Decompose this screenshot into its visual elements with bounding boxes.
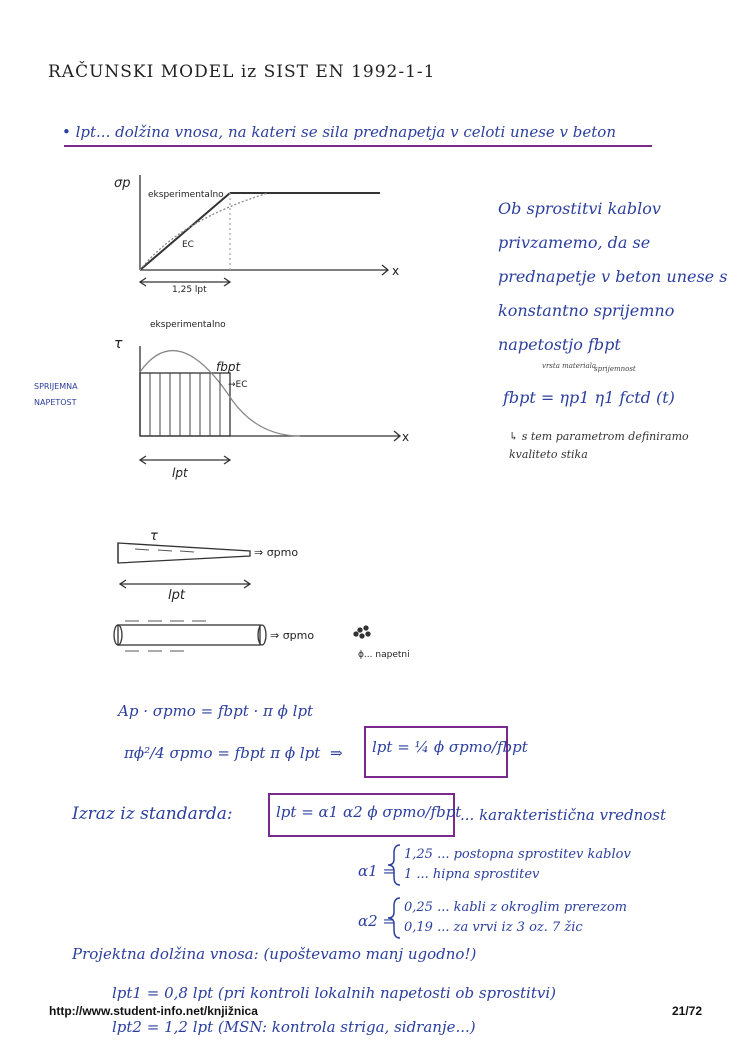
d3-tau: τ xyxy=(150,529,158,544)
design-length-heading: Projektna dolžina vnosa: (upoštevamo manj ugodno!) xyxy=(72,945,477,963)
d1-dim-label: 1,25 lpt xyxy=(172,285,207,295)
bond-formula: fbpt = ηp1 η1 fctd (t) xyxy=(503,388,675,407)
d3-sigma: ⇒ σpmo xyxy=(254,546,299,559)
d3-dim-label: lpt xyxy=(168,588,185,603)
characteristic-note: ... karakteristična vrednost xyxy=(460,806,667,824)
d2-label-exp: eksperimentalno xyxy=(150,320,226,330)
parameter-note: ↳ s tem parametrom definiramo kvaliteto stika xyxy=(509,430,689,461)
result-formula: lpt = ¼ ϕ σpmo/fbpt xyxy=(372,738,528,756)
equation-2: πϕ²/4 σpmo = fbpt π ϕ lpt xyxy=(124,744,321,762)
formula-sub1: vrsta materiala xyxy=(542,362,597,370)
implies-arrow: ⇒ xyxy=(330,744,343,762)
page-title: RAČUNSKI MODEL iz SIST EN 1992-1-1 xyxy=(48,62,436,82)
diagram4 xyxy=(114,621,370,651)
side-label: SPRIJEMNA NAPETOST xyxy=(34,382,78,407)
d1-ylabel: σp xyxy=(114,176,131,191)
formula-sub2: sprijemnost xyxy=(594,365,636,373)
alpha1-option: 1,25 ... postopna sprostitev kablov xyxy=(404,847,631,862)
lpt1-line: lpt1 = 0,8 lpt (pri kontroli lokalnih napetosti ob sprostitvi) xyxy=(112,984,557,1002)
d4-phi-label: ϕ... napetni xyxy=(358,650,410,660)
diagram2 xyxy=(140,346,400,464)
alpha2-option: 0,19 ... za vrvi iz 3 oz. 7 žic xyxy=(404,920,583,935)
d4-cylinder xyxy=(118,625,260,645)
d1-xlabel: x xyxy=(392,264,400,278)
alpha2-option: 0,25 ... kabli z okroglim prerezom xyxy=(404,900,627,915)
d2-label-ec: →EC xyxy=(228,380,248,390)
standard-formula: lpt = α1 α2 ϕ σpmo/fbpt xyxy=(276,803,462,821)
d2-label-fbpt: fbpt xyxy=(216,360,241,374)
d2-dim-label: lpt xyxy=(172,466,188,480)
alpha1-symbol: α1 = xyxy=(358,862,396,880)
d3-strand xyxy=(118,543,250,563)
d2-ylabel: τ xyxy=(114,336,123,352)
d4-sigma: ⇒ σpmo xyxy=(270,629,315,642)
alpha1-option: 1 ... hipna sprostitev xyxy=(404,867,540,882)
d2-xlabel: x xyxy=(402,430,410,444)
d1-label-exp: eksperimentalno xyxy=(148,190,224,200)
d2-hatch xyxy=(150,373,220,436)
page-number: 21/72 xyxy=(672,1004,703,1018)
alpha1-options xyxy=(404,845,631,885)
footer-url-link[interactable]: http://www.student-info.net/knjižnica xyxy=(49,1004,258,1018)
lpt2-line: lpt2 = 1,2 lpt (MSN: kontrola striga, sidranje...) xyxy=(112,1018,476,1036)
alpha2-options xyxy=(404,898,627,938)
alpha2-symbol: α2 = xyxy=(358,912,396,930)
d1-ec-line xyxy=(140,193,230,270)
d1-label-ec: EC xyxy=(182,240,194,250)
diagram3 xyxy=(118,543,250,588)
bullet-definition: • lpt... dolžina vnosa, na kateri se sila prednapetja v celoti unese v beton xyxy=(62,123,616,141)
equation-1: Ap · σpmo = fbpt · π ϕ lpt xyxy=(118,702,314,720)
d1-exp-curve xyxy=(140,193,268,270)
d2-block xyxy=(140,373,230,436)
right-note: Ob sprostitvi kablov privzamemo, da se prednapetje v beton unese s konstantno sprijemno napetostjo fbpt xyxy=(498,199,728,354)
standard-heading: Izraz iz standarda: xyxy=(72,804,233,824)
